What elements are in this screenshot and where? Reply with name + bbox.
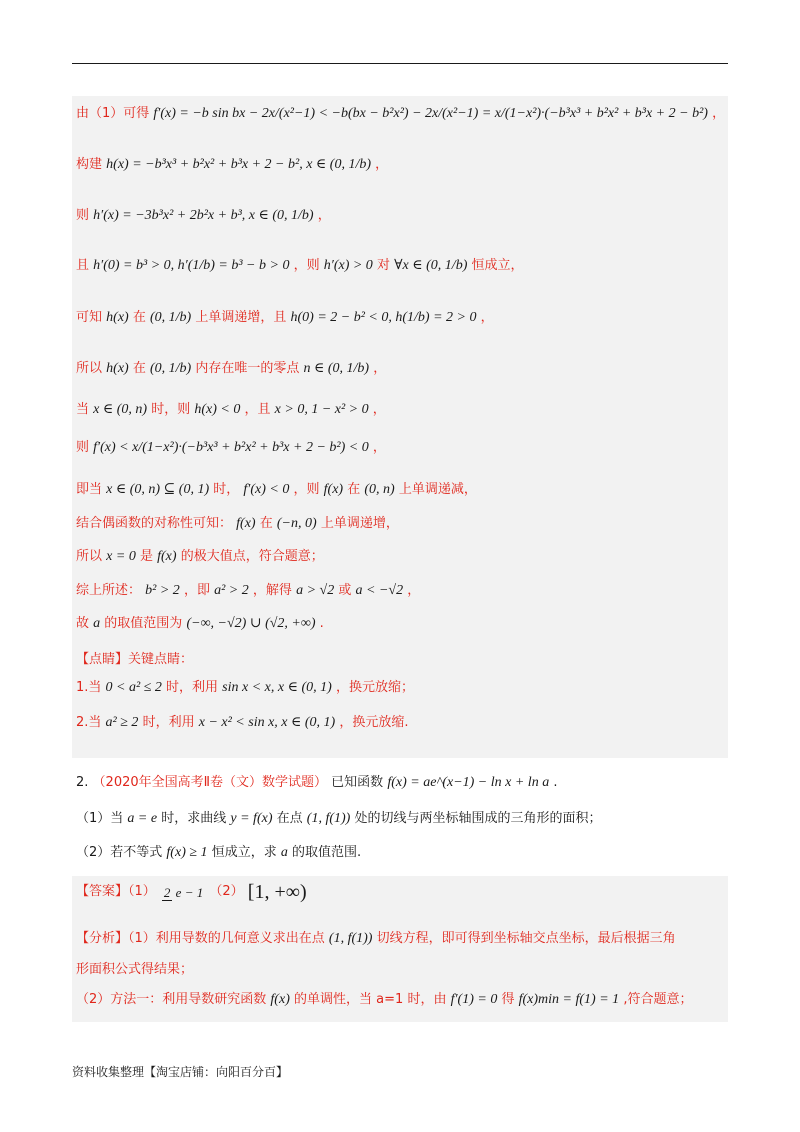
math-expr: f′(x) < 0 — [243, 482, 290, 497]
math-expr: h(x) — [106, 310, 129, 325]
math-expr: 0 < a² ≤ 2 — [105, 680, 162, 695]
math-expr: h(x) < 0 — [194, 402, 241, 417]
math-expr: (0, 1/b) — [150, 361, 192, 376]
answer-range: [1, +∞) — [247, 881, 307, 903]
line-13: 故 a 的取值范围为 (−∞, −√2) ∪ (√2, +∞) . — [76, 614, 324, 635]
question-2-part-2: （2）若不等式 f(x) ≥ 1 恒成立，求 a 的取值范围. — [76, 843, 361, 864]
math-expr: a = e — [127, 811, 158, 826]
line-6: 所以 h(x) 在 (0, 1/b) 内存在唯一的零点 n ∈ (0, 1/b) ， — [76, 359, 386, 380]
header-rule — [72, 63, 728, 64]
line-15: 1.当 0 < a² ≤ 2 时，利用 sin x < x, x ∈ (0, 1) ，换元放缩； — [76, 678, 414, 699]
math-expr: f′(x) < x/(1−x²)·(−b³x³ + b²x² + b³x + 2 − b²) < 0 — [93, 440, 369, 455]
math-expr: a² ≥ 2 — [105, 715, 139, 730]
math-expr: h(x) = −b³x³ + b²x² + b³x + 2 − b², x ∈ (0, 1/b) — [106, 157, 371, 172]
analysis-line-1: 【分析】（1）利用导数的几何意义求出在点 (1, f(1)) 切线方程，即可得到坐标轴交点坐标，最后根据三角 — [76, 929, 676, 950]
math-expr: (1, f(1)) — [306, 811, 351, 826]
math-expr: f(x) ≥ 1 — [166, 845, 208, 860]
math-expr: (0, 1/b) — [150, 310, 192, 325]
math-expr: x > 0, 1 − x² > 0 — [274, 402, 369, 417]
math-expr: h(x) — [106, 361, 129, 376]
math-expr: h′(0) = b³ > 0, h′(1/b) = b³ − b > 0 — [93, 258, 290, 273]
analysis-line-3: （2）方法一：利用导数研究函数 f(x) 的单调性，当 a=1 时，由 f′(1) = 0 得 f(x)min = f(1) = 1 ,符合题意； — [76, 990, 692, 1011]
line-4: 且 h′(0) = b³ > 0, h′(1/b) = b³ − b > 0 ，则 h′(x) > 0 对 ∀x ∈ (0, 1/b) 恒成立， — [76, 256, 524, 277]
math-expr: f(x) — [270, 992, 290, 1007]
math-expr: x − x² < sin x, x ∈ (0, 1) — [198, 715, 336, 730]
math-expr: (−n, 0) — [276, 516, 317, 531]
math-expr: x ∈ (0, n) — [93, 402, 148, 417]
answer-fraction: 2 e − 1 — [163, 884, 204, 900]
math-expr: h′(x) = −3b³x² + 2b²x + b³, x ∈ (0, 1/b) — [93, 208, 314, 223]
line-12: 综上所述： b² > 2 ，即 a² > 2 ，解得 a > √2 或 a < −√2 ， — [76, 581, 420, 602]
math-expr: (−∞, −√2) ∪ (√2, +∞) — [186, 616, 316, 631]
math-expr: b² > 2 — [145, 583, 180, 598]
math-expr: h′(x) > 0 — [323, 258, 373, 273]
math-expr: f(x) — [157, 549, 177, 564]
line-16: 2.当 a² ≥ 2 时，利用 x − x² < sin x, x ∈ (0, 1) ，换元放缩. — [76, 713, 409, 734]
line-7: 当 x ∈ (0, n) 时，则 h(x) < 0 ，且 x > 0, 1 − x² > 0 ， — [76, 400, 386, 421]
math-expr: a > √2 — [296, 583, 335, 598]
line-3: 则 h′(x) = −3b³x² + 2b²x + b³, x ∈ (0, 1/b) ， — [76, 206, 331, 227]
math-expr: n ∈ (0, 1/b) — [303, 361, 370, 376]
math-expr: f′(x) = −b sin bx − 2x/(x²−1) < −b(bx − b²x²) − 2x/(x²−1) = x/(1−x²)·(−b³x³ + b²x² + b³x + 2 − b²) — [153, 106, 708, 121]
math-expr: f(x) = ae^(x−1) − ln x + ln a — [387, 775, 550, 790]
math-expr: ∀x ∈ (0, 1/b) — [394, 258, 468, 273]
math-expr: h(0) = 2 − b² < 0, h(1/b) = 2 > 0 — [290, 310, 477, 325]
math-expr: (0, n) — [364, 482, 395, 497]
question-2-title: 2. （2020年全国高考Ⅱ卷（文）数学试题） 已知函数 f(x) = ae^(x−1) − ln x + ln a . — [76, 773, 557, 794]
math-expr: f(x) — [323, 482, 344, 497]
line-11: 所以 x = 0 是 f(x) 的极大值点，符合题意； — [76, 547, 324, 568]
math-expr: (1, f(1)) — [328, 931, 373, 946]
math-expr: sin x < x, x ∈ (0, 1) — [222, 680, 332, 695]
math-expr: f(x) — [236, 516, 256, 531]
question-2-part-1: （1）当 a = e 时，求曲线 y = f(x) 在点 (1, f(1)) 处的切线与两坐标轴围成的三角形的面积； — [76, 809, 601, 830]
line-10: 结合偶函数的对称性可知： f(x) 在 (−n, 0) 上单调递增， — [76, 514, 399, 535]
math-expr: y = f(x) — [230, 811, 273, 826]
line-14: 【点睛】关键点睛： — [76, 652, 194, 667]
math-expr: a — [93, 616, 101, 631]
math-expr: x = 0 — [106, 549, 136, 564]
page-footer: 资料收集整理【淘宝店铺：向阳百分百】 — [72, 1065, 289, 1079]
line-1: 由（1）可得 f′(x) = −b sin bx − 2x/(x²−1) < −b(bx − b²x²) − 2x/(x²−1) = x/(1−x²)·(−b³x³ + b²x² + b³x + 2 − b²) ， — [76, 104, 725, 125]
line-5: 可知 h(x) 在 (0, 1/b) 上单调递增，且 h(0) = 2 − b² < 0, h(1/b) = 2 > 0 ， — [76, 308, 494, 329]
math-expr: f(x)min = f(1) = 1 — [518, 992, 620, 1007]
analysis-line-2: 形面积公式得结果； — [76, 962, 194, 977]
line-8: 则 f′(x) < x/(1−x²)·(−b³x³ + b²x² + b³x + 2 − b²) < 0 ， — [76, 438, 386, 459]
math-expr: a < −√2 — [355, 583, 404, 598]
line-9: 即当 x ∈ (0, n) ⊆ (0, 1) 时， f′(x) < 0 ，则 f(x) 在 (0, n) 上单调递减， — [76, 480, 477, 501]
answer-line: 【答案】（1） 2 e − 1 （2） [1, +∞) — [76, 881, 307, 903]
math-expr: f′(1) = 0 — [450, 992, 498, 1007]
math-expr: a² > 2 — [214, 583, 249, 598]
line-2: 构建 h(x) = −b³x³ + b²x² + b³x + 2 − b², x ∈ (0, 1/b) ， — [76, 155, 388, 176]
math-expr: x ∈ (0, n) ⊆ (0, 1) — [106, 482, 210, 497]
math-expr: a — [280, 845, 288, 860]
